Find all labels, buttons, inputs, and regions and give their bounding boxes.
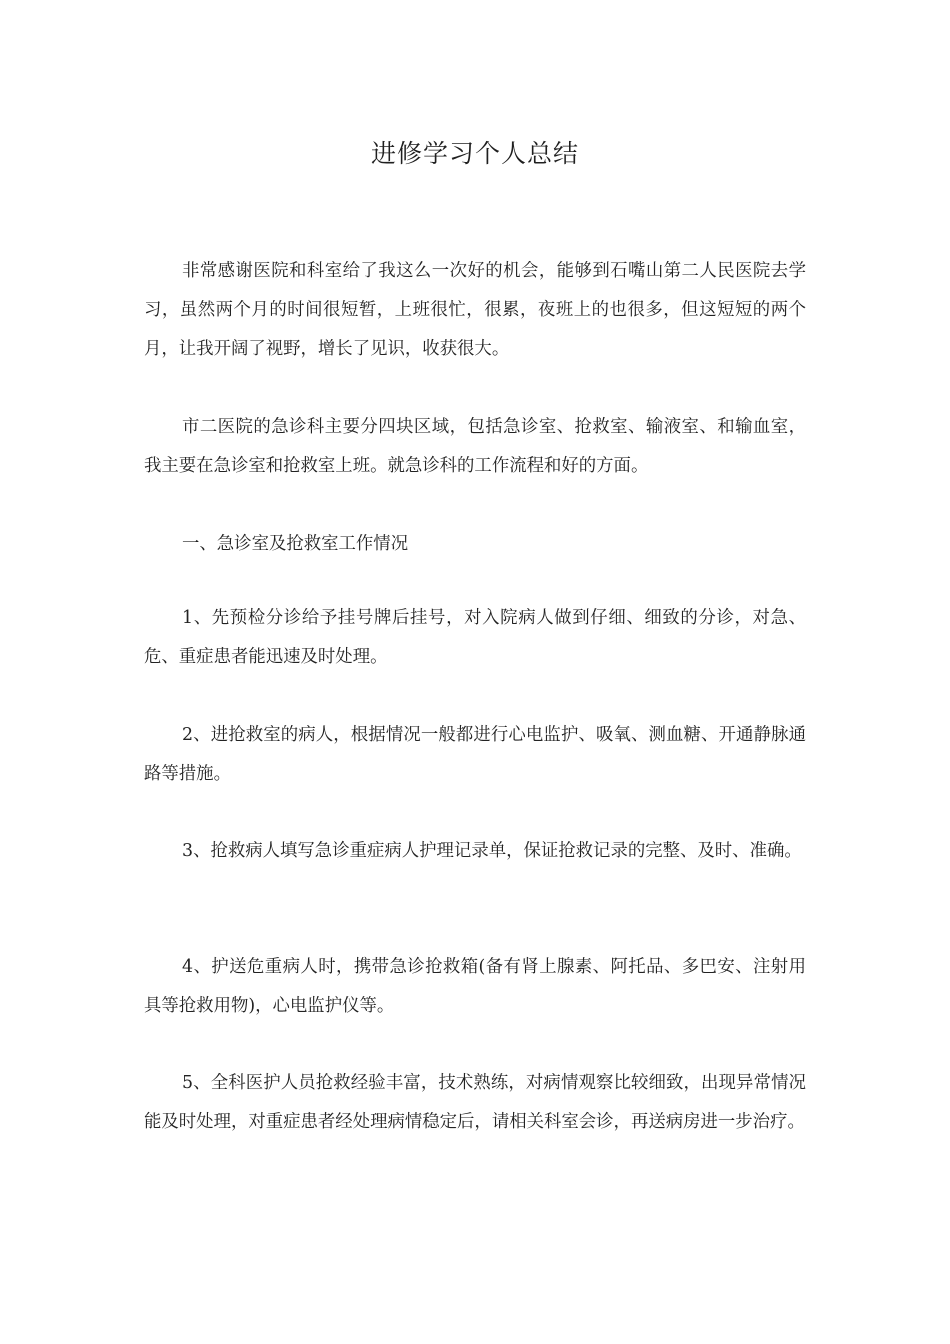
list-item-5: 5、全科医护人员抢救经验丰富，技术熟练，对病情观察比较细致，出现异常情况能及时处理，对重症患者经处理病情稳定后，请相关科室会诊，再送病房进一步治疗。 <box>144 1073 806 1132</box>
document-title: 进修学习个人总结 <box>370 139 579 168</box>
list-item-2: 2、进抢救室的病人，根据情况一般都进行心电监护、吸氧、测血糖、开通静脉通路等措施。 <box>144 725 806 784</box>
list-item-4: 4、护送危重病人时，携带急诊抢救箱(备有肾上腺素、阿托品、多巴安、注射用具等抢救用物)，心电监护仪等。 <box>144 957 806 1016</box>
paragraph-intro: 非常感谢医院和科室给了我这么一次好的机会，能够到石嘴山第二人民医院去学习，虽然两个月的时间很短暂，上班很忙，很累，夜班上的也很多，但这短短的两个月，让我开阔了视野，增长了见识，收获很大。 <box>144 261 806 359</box>
paragraph-department-overview: 市二医院的急诊科主要分四块区域，包括急诊室、抢救室、输液室、和输血室，我主要在急诊室和抢救室上班。就急诊科的工作流程和好的方面。 <box>144 417 806 476</box>
section-heading-work-situation: 一、急诊室及抢救室工作情况 <box>182 534 409 554</box>
list-item-1: 1、先预检分诊给予挂号牌后挂号，对入院病人做到仔细、细致的分诊，对急、危、重症患者能迅速及时处理。 <box>144 608 806 667</box>
list-item-3: 3、抢救病人填写急诊重症病人护理记录单，保证抢救记录的完整、及时、准确。 <box>182 841 802 861</box>
